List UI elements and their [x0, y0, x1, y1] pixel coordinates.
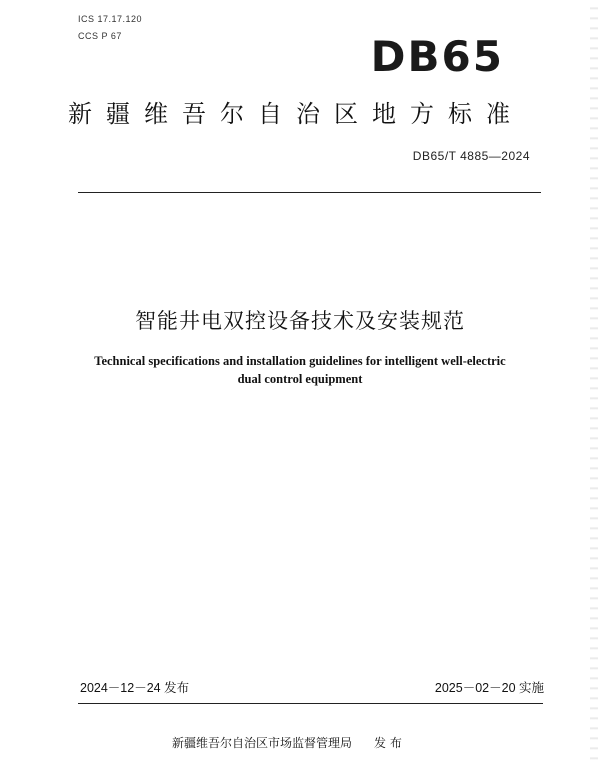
db-logo: DB65: [370, 32, 504, 81]
issuer-name: 新疆维吾尔自治区市场监督管理局: [172, 736, 353, 750]
standard-number: DB65/T 4885—2024: [412, 149, 530, 163]
footer-divider: [78, 703, 543, 704]
issue-action: 发 布: [374, 736, 402, 750]
header-divider: [78, 192, 541, 193]
ccs-code: CCS P 67: [78, 31, 122, 41]
english-title-line-2: dual control equipment: [237, 372, 363, 386]
publish-date: 2024－12－24 发布: [80, 681, 190, 695]
issuing-authority: [172, 734, 402, 751]
scan-edge: [590, 0, 598, 767]
english-title-line-1: Technical specifications and installation guidelines for intelligent well-electric: [94, 354, 506, 368]
document-title-chinese: 智能井电双控设备技术及安装规范: [135, 309, 465, 333]
implementation-date: 2025－02－20 实施: [434, 681, 544, 695]
document-title-english: [70, 352, 530, 388]
ics-code: ICS 17.17.120: [78, 14, 143, 24]
standard-type-heading: 新疆维吾尔自治区地方标准: [68, 100, 524, 128]
